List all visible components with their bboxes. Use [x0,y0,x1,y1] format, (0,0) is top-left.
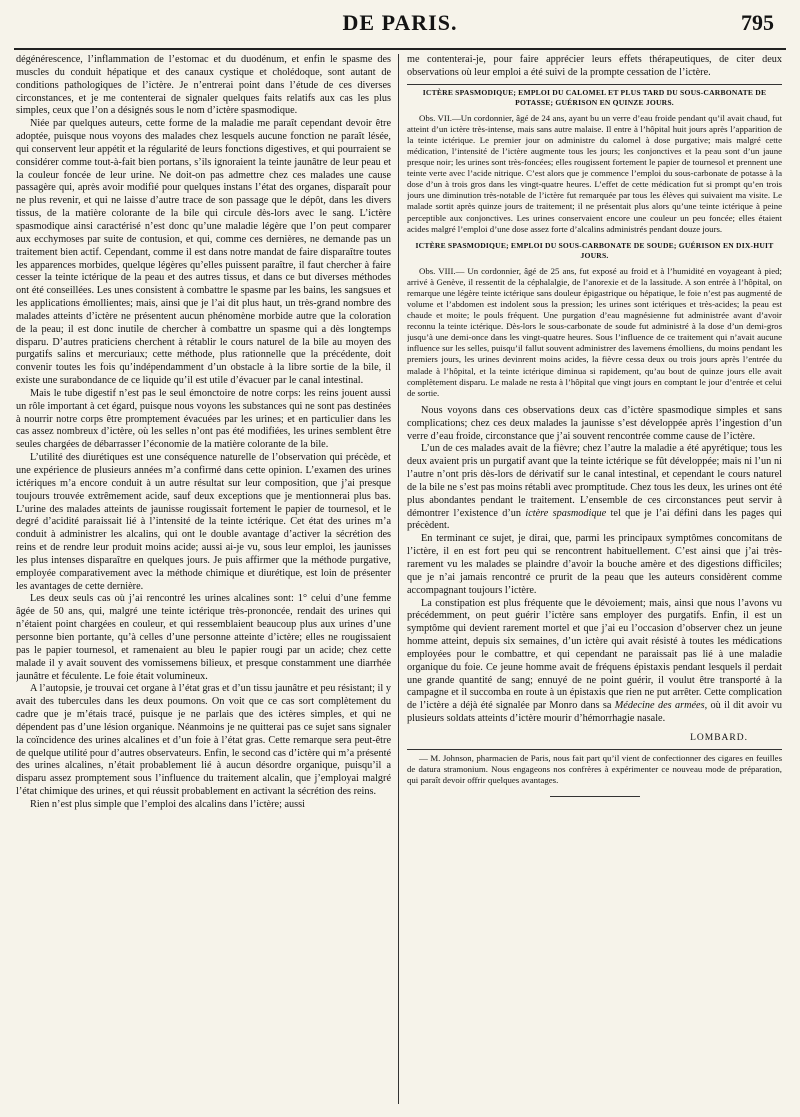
header-rule [14,48,786,50]
text-run: tel que je l’ai défini dans les pages qui précèdent. [407,507,782,532]
emphasis: Médecine des armées [614,700,705,712]
paragraph: Niée par quelques auteurs, cette forme de la maladie me paraît cependant devoir être adoptée, puisque nous voyons des malades chez lesquels aucune fonction ne paraît lésée, qui conservent leur appétit et la régularité de leurs fonctions digestives, et qui pourraient se considérer comme tout-à-fait bien portans, s’ils ignoraient la teinte jaunâtre de leur peau et la couleur foncée de leur urine. Ne doit-on pas admettre chez ces malades une cause passagère qui, après avoir modifié pour quelques instans l’état des organes, disparaît pour ne plus revenir, et qui ne laisse d’autre trace de son passage que le dépôt, dans les divers tissus, de la matière colorante de la bile qui circule dès-lors avec le sang. L’ictère spasmodique ainsi caractérisé n’est donc qu’une maladie légère que l’on peut comparer aux ecchymoses par suite de contusion, et qui, comme ces dernières, ne demande pas un traitement bien actif. Cependant, comme il est dans notre mandat de faire disparaître toutes les apparences morbides, quelque légères qu’elles puissent paraître, il faut chercher à faire cesser la teinte ictérique de la peau et des autres tissus, et dans ce but diverses méthodes ont été conseillées. Les unes consistent à combattre le spasme par les bains, les sangsues et les applications émollientes; mais, ainsi que je l’ai dit plus haut, un très-grand nombre des malades atteints d’ictère ne présentent aucun phénomène morbide autre que la coloration de la peau; il est donc inutile de chercher à combattre un spasme qui a dès longtemps disparu. D’autres praticiens cherchent à rétablir le cours naturel de la bile au moyen des purgatifs salins et mercuriaux; cette méthode, plus rationnelle que la précédente, doit convenir toutes les fois qu’indépendamment d’un obstacle à la libre sortie de la bile, il existe une surabondance de ce liquide qu’il est utile d’évacuer par le canal intestinal. [16,118,391,387]
paragraph: me contenterai-je, pour faire apprécier leurs effets thérapeutiques, de citer deux observations où leur emploi a été suivi de la prompte cessation de l’ictère. [407,54,782,78]
section-title: ICTÈRE SPASMODIQUE; EMPLOI DU CALOMEL ET PLUS TARD DU SOUS-CARBONATE DE POTASSE; GUÉRISON EN QUINZE JOURS. [422,87,767,107]
text-run: , où il dit avoir vu plusieurs soldats atteints d’ictère mourir d’hémorrhagie nasale. [407,700,782,725]
paragraph [407,598,782,726]
paragraph: A l’autopsie, je trouvai cet organe à l’état gras et d’un tissu jaunâtre et peu résistant; il y avait des tubercules dans les deux poumons. On voit que ce cas sort complètement du cadre que je m’étais tracé, puisque je ne parlais que des ictères simples, et qui ne dépendent pas d’une lésion organique. Néanmoins je ne quitterai pas ce sujet sans signaler la coïncidence des urines alcalines et d’un foie à l’état gras. Cette remarque sera peut-être de quelque utilité pour d’autres observateurs. Enfin, le second cas d’ictère qui m’a présenté des urines alcalines, n’était probablement lié à aucun désordre organique, puisqu’il a disparu assez promptement sous l’influence du traitement alcalin, que j’employai malgré l’état chimique des urines, et qui réussit probablement en activant la sécrétion des reins. [16,683,391,798]
observation-text: —Un cordonnier, âgé de 24 ans, ayant bu un verre d’eau froide pendant qu’il avait chaud, fut atteint d’un ictère très-intense, mais sans autre malaise. Il entre à l’hôpital huit jours après l’apparition de la teinte ictérique. Le premier jour on administre du calomel à dose purgative; mais malgré cette médication, l’intensité de l’ictère augmente tous les jours; les conjonctives et la peau sont d’un jaune presque noir; les urines sont très-foncées; elles rougissent fortement le papier de tournesol et prennent une teinte verte avec l’acide nitrique. C’est alors que je commence l’emploi du sous-carbonate de potasse à la dose d’un à trois gros dans les vingt-quatre heures. L’effet de cette médication fut si prompt qu’en trois jours une diminution très-notable de l’ictère fut remarquée par tous les élèves qui suivaient ma visite. Le malade sortit après quinze jours de traitement; il ne présentait plus alors qu’une teinte ictérique à peine perceptible aux conjonctives. Les urines conservaient encore une couleur un peu foncée; elles étaient acides malgré l’emploi d’une dose assez forte d’alcalins administrés pendant douze jours. [407,112,782,234]
section-rule [407,749,782,750]
paragraph: dégénérescence, l’inflammation de l’estomac et du duodénum, et enfin le spasme des muscles du conduit hépatique et des canaux cystique et cholédoque, sont autant de conditions pathologiques de l’ictère. Je n’entrerai point dans l’étude de ces diverses circonstances, et je me contenterai de signaler quelques faits relatifs aux cas les plus simples, ceux que l’on a désignés sous le nom d’ictère spasmodique. [16,54,391,117]
paragraph: Nous voyons dans ces observations deux cas d’ictère spasmodique simples et sans complications; chez ces deux malades la jaunisse s’est développée après l’ingestion d’un verre d’eau froide, circonstance que j’ai souvent rencontrée comme cause de l’ictère. [407,404,782,442]
paragraph: Les deux seuls cas où j’ai rencontré les urines alcalines sont: 1° celui d’une femme âgée de 50 ans, qui, malgré une teinte ictérique très-prononcée, rendait des urines qui n’étaient point chargées en couleur, et qui ressemblaient beaucoup plus aux urines d’une personne bien portante, qu’à celles d’une personne atteinte d’ictère; elles ne rougissaient pas le papier tournesol, et ramenaient au bleu le papier rougi par un acide; chez cette malade il y avait souvent des vomissemens bilieux, et presque constamment une diarrhée jaunâtre et féculente. Le foie était volumineux. [16,593,391,682]
left-column [16,54,391,1104]
observation-label: Obs. VIII. [419,265,456,276]
section-title: ICTÈRE SPASMODIQUE; EMPLOI DU SOUS-CARBONATE DE SOUDE; GUÉRISON EN DIX-HUIT JOURS. [415,240,774,260]
text-run: L’un de ces malades avait de la fièvre; chez l’autre la maladie a été apyrétique; tous les deux avaient pris un purgatif avant que la teinte ictérique se fût développée; mais ni l’un ni l’autre n’ont pris dès-lors de dérivatif sur le canal intestinal, et cependant le cours naturel de la bile ne s’est pas moins rétabli avec promptitude. Chez tous les deux, les urines ont été plus abondantes pendant le traitement. L’ensemble de ces circonstances peut servir à démontrer l’existence d’un [407,443,782,519]
paragraph: L’utilité des diurétiques est une conséquence naturelle de l’observation qui précède, et une expérience de plusieurs années m’a confirmé dans cette opinion. L’examen des urines ictériques m’a encore conduit à un autre résultat sur leur composition, que j’ai presque toujours trouvée extrêmement acide, sauf deux exceptions que je mentionnerai plus bas. L’urine des malades atteints de jaunisse rougissait fortement le papier de tournesol, et le degré d’acidité paraissait lié à l’intensité de la teinte ictérique. Cet état des urines m’a conduit à administrer les alcalins, qui ont le double avantage d’activer la sécrétion des reins et de rendre leur produit moins acide; aussi ai-je vu, sous leur emploi, les jaunisses les plus intenses disparaître en quelques jours. Je puis affirmer que la méthode purgative, employée comparativement avec la méthode chimique et diurétique, est loin de présenter les avantages de cette dernière. [16,452,391,592]
page-number: 795 [741,10,774,35]
observation-paragraph [407,113,782,235]
section-rule [407,84,782,85]
right-column [407,54,782,1104]
running-title: DE PARIS. [342,10,458,35]
end-rule [550,796,640,797]
observation-paragraph [407,266,782,399]
observation-text: — Un cordonnier, âgé de 25 ans, fut exposé au froid et à l’humidité en voyageant à pied; arrivé à Genève, il ressentit de la céphalalgie, de l’anorexie et de la lassitude. A son entrée à l’hôpital, on remarque une légère teinte ictérique sans douleur épigastrique ou hépatique, le foie n’est pas augmenté de volume et l’abdomen est indolent sous la pression; les urines sont ictériques et très-acides; la peau est chaude et moite; le pouls fréquent. Une purgation d’eau magnésienne fut administrée avant d’avoir reconnu la teinte ictérique. Dès-lors le sous-carbonate de soude fut administré à la dose d’un demi-gros jusqu’à une demi-once dans les vingt-quatre heures. Sous l’influence de ce traitement qui n’avait aucune influence sur les selles, puisqu’il fallut souvent administrer des lavemens émolliens, du moins pendant les premiers jours, les urines devinrent moins acides, la fièvre cessa deux ou trois jours après l’entrée du malade à l’hôpital, et la teinte ictérique diminua si rapidement, qu’au bout de quinze jours elle avait complètement disparu. Le malade ne resta à l’hôpital que vingt jours en comptant le jour d’entrée et celui de sortie. [407,265,782,398]
paragraph: Rien n’est plus simple que l’emploi des alcalins dans l’ictère; aussi [30,798,305,810]
paragraph: En terminant ce sujet, je dirai, que, parmi les principaux symptômes concomitans de l’ictère, il en est fort peu qui se rencontrent habituellement. C’est ainsi que j’ai très-rarement vu les malades se plaindre d’avoir la bouche amère et des digestions difficiles; que je n’ai jamais rencontré ce prurit de la peau que les auteurs considèrent comme accompagnant toujours l’ictère. [407,533,782,596]
paragraph: Mais le tube digestif n’est pas le seul émonctoire de notre corps: les reins jouent aussi un rôle important à cet égard, puisque nous voyons les substances qui ne sont pas destinées à nourrir notre corps être promptement évacuées par les urines; et en particulier dans les cas assez nombreux d’ictère, où les selles n’ont pas été modifiées, les urines semblent être seules chargées de débarrasser l’économie de la matière colorante de la bile. [16,387,391,451]
observation-label: Obs. VII. [419,112,452,123]
author-signature: LOMBARD. [690,732,748,743]
paragraph [407,443,782,533]
notice-paragraph: — M. Johnson, pharmacien de Paris, nous fait part qu’il vient de confectionner des cigares en feuilles de datura stramonium. Nous engageons nos confrères à expérimenter ce nouveau mode de préparation, qui paraît devoir offrir quelques avantages. [407,752,782,785]
column-divider [398,54,399,1104]
emphasis: ictère spasmodique [525,507,607,519]
text-run: La constipation est plus fréquente que le dévoiement; mais, ainsi que nous l’avons vu précédemment, on peut guérir l’ictère sans employer des purgatifs. Enfin, il est un symptôme qui devient rarement mortel et que j’ai eu l’occasion d’observer chez un jeune homme atteint, depuis six semaines, d’un ictère qui avait résisté à toutes les médications employées pour le combattre, et qui cependant ne paraissait pas lié à une maladie organique du foie. Ce jeune homme avait de fréquens épistaxis pendant lesquels il perdait une grande quantité de sang; ennuyé de ne point guérir, il voulut être transporté à la campagne et il succomba en route à un épistaxis que rien ne put arrêter. Cette complication de l’ictère a déjà été signalée par Monro dans sa [407,597,782,712]
page-header [0,4,800,52]
